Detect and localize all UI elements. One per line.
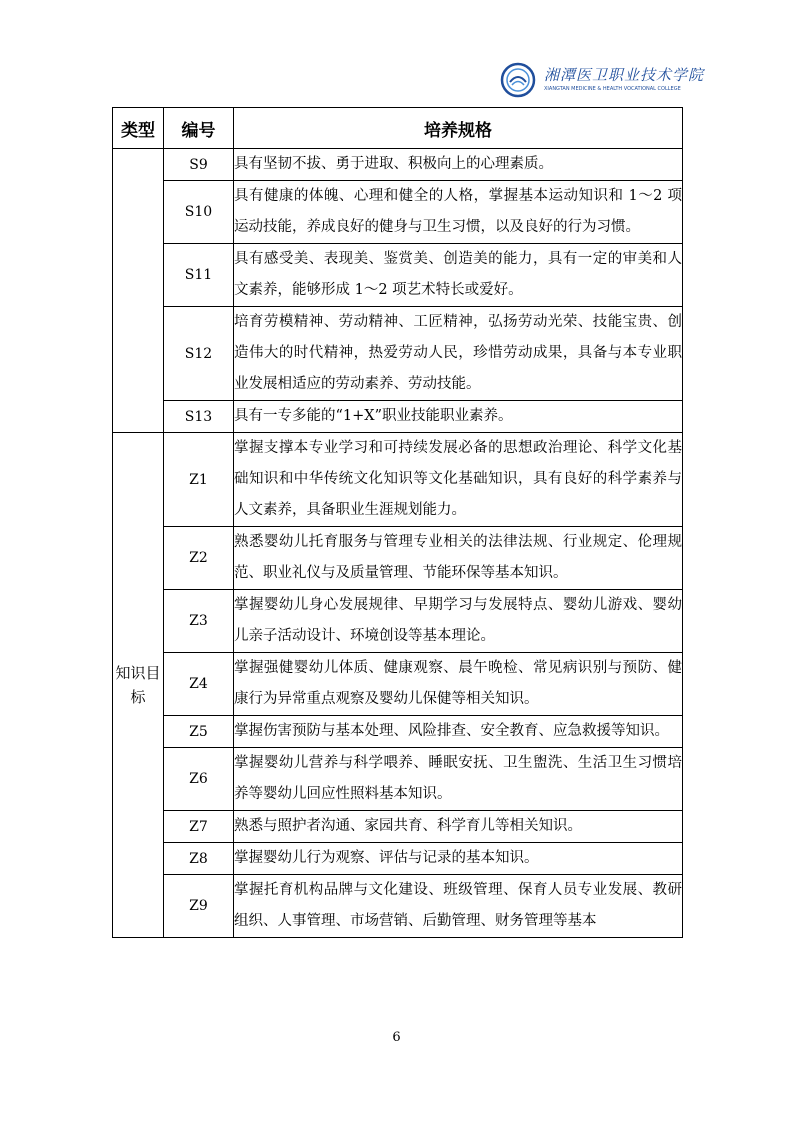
code-cell: Z2 — [164, 527, 234, 590]
table-row — [113, 716, 683, 748]
spec-cell: 熟悉婴幼儿托育服务与管理专业相关的法律法规、行业规定、伦理规范、职业礼仪与及质量管理、节能环保等基本知识。 — [234, 527, 683, 590]
code-cell: Z1 — [164, 433, 234, 527]
type-cell — [113, 149, 164, 433]
code-cell: S10 — [164, 181, 234, 244]
code-cell: Z7 — [164, 811, 234, 843]
spec-cell: 具有坚韧不拔、勇于进取、积极向上的心理素质。 — [234, 149, 683, 181]
spec-cell: 掌握婴幼儿营养与科学喂养、睡眠安抚、卫生盥洗、生活卫生习惯培养等婴幼儿回应性照料基本知识。 — [234, 748, 683, 811]
table-row — [113, 527, 683, 590]
table-row — [113, 653, 683, 716]
spec-cell: 熟悉与照护者沟通、家园共育、科学育儿等相关知识。 — [234, 811, 683, 843]
spec-cell: 掌握婴幼儿行为观察、评估与记录的基本知识。 — [234, 843, 683, 875]
code-cell: S13 — [164, 401, 234, 433]
logo-english-name: XIANGTAN MEDICINE & HEALTH VOCATIONAL COLLEGE — [544, 86, 681, 92]
spec-cell: 具有一专多能的“1+X”职业技能职业素养。 — [234, 401, 683, 433]
table-header-row — [113, 108, 683, 149]
code-cell: S11 — [164, 244, 234, 307]
logo-chinese-name: 湘潭医卫职业技术学院 — [544, 66, 705, 84]
table-row — [113, 748, 683, 811]
spec-cell: 掌握婴幼儿身心发展规律、早期学习与发展特点、婴幼儿游戏、婴幼儿亲子活动设计、环境创设等基本理论。 — [234, 590, 683, 653]
code-cell: S12 — [164, 307, 234, 401]
type-cell-knowledge: 知识目标 — [113, 433, 164, 938]
table-row — [113, 875, 683, 938]
table-row — [113, 843, 683, 875]
code-cell: Z6 — [164, 748, 234, 811]
code-cell: Z8 — [164, 843, 234, 875]
spec-cell: 掌握伤害预防与基本处理、风险排查、安全教育、应急救援等知识。 — [234, 716, 683, 748]
spec-cell: 培育劳模精神、劳动精神、工匠精神，弘扬劳动光荣、技能宝贵、创造伟大的时代精神，热爱劳动人民，珍惜劳动成果，具备与本专业职业发展相适应的劳动素养、劳动技能。 — [234, 307, 683, 401]
table-row — [113, 811, 683, 843]
spec-cell: 掌握支撑本专业学习和可持续发展必备的思想政治理论、科学文化基础知识和中华传统文化知识等文化基础知识，具有良好的科学素养与人文素养，具备职业生涯规划能力。 — [234, 433, 683, 527]
table-row — [113, 433, 683, 527]
training-spec-table — [112, 107, 683, 938]
spec-cell: 掌握托育机构品牌与文化建设、班级管理、保育人员专业发展、教研组织、人事管理、市场营销、后勤管理、财务管理等基本 — [234, 875, 683, 938]
page-number: 6 — [392, 1030, 401, 1045]
header-spec: 培养规格 — [234, 108, 683, 149]
table-row — [113, 244, 683, 307]
table-row — [113, 401, 683, 433]
code-cell: S9 — [164, 149, 234, 181]
table-row — [113, 307, 683, 401]
code-cell: Z5 — [164, 716, 234, 748]
table-row — [113, 590, 683, 653]
spec-cell: 具有感受美、表现美、鉴赏美、创造美的能力，具有一定的审美和人文素养，能够形成 1～2 项艺术特长或爱好。 — [234, 244, 683, 307]
spec-cell: 具有健康的体魄、心理和健全的人格，掌握基本运动知识和 1～2 项运动技能，养成良好的健身与卫生习惯，以及良好的行为习惯。 — [234, 181, 683, 244]
table-row — [113, 181, 683, 244]
college-logo — [500, 60, 705, 100]
college-emblem-icon — [500, 62, 536, 98]
spec-cell: 掌握强健婴幼儿体质、健康观察、晨午晚检、常见病识别与预防、健康行为异常重点观察及婴幼儿保健等相关知识。 — [234, 653, 683, 716]
header-code: 编号 — [164, 108, 234, 149]
code-cell: Z3 — [164, 590, 234, 653]
code-cell: Z9 — [164, 875, 234, 938]
table-row — [113, 149, 683, 181]
code-cell: Z4 — [164, 653, 234, 716]
header-type: 类型 — [113, 108, 164, 149]
